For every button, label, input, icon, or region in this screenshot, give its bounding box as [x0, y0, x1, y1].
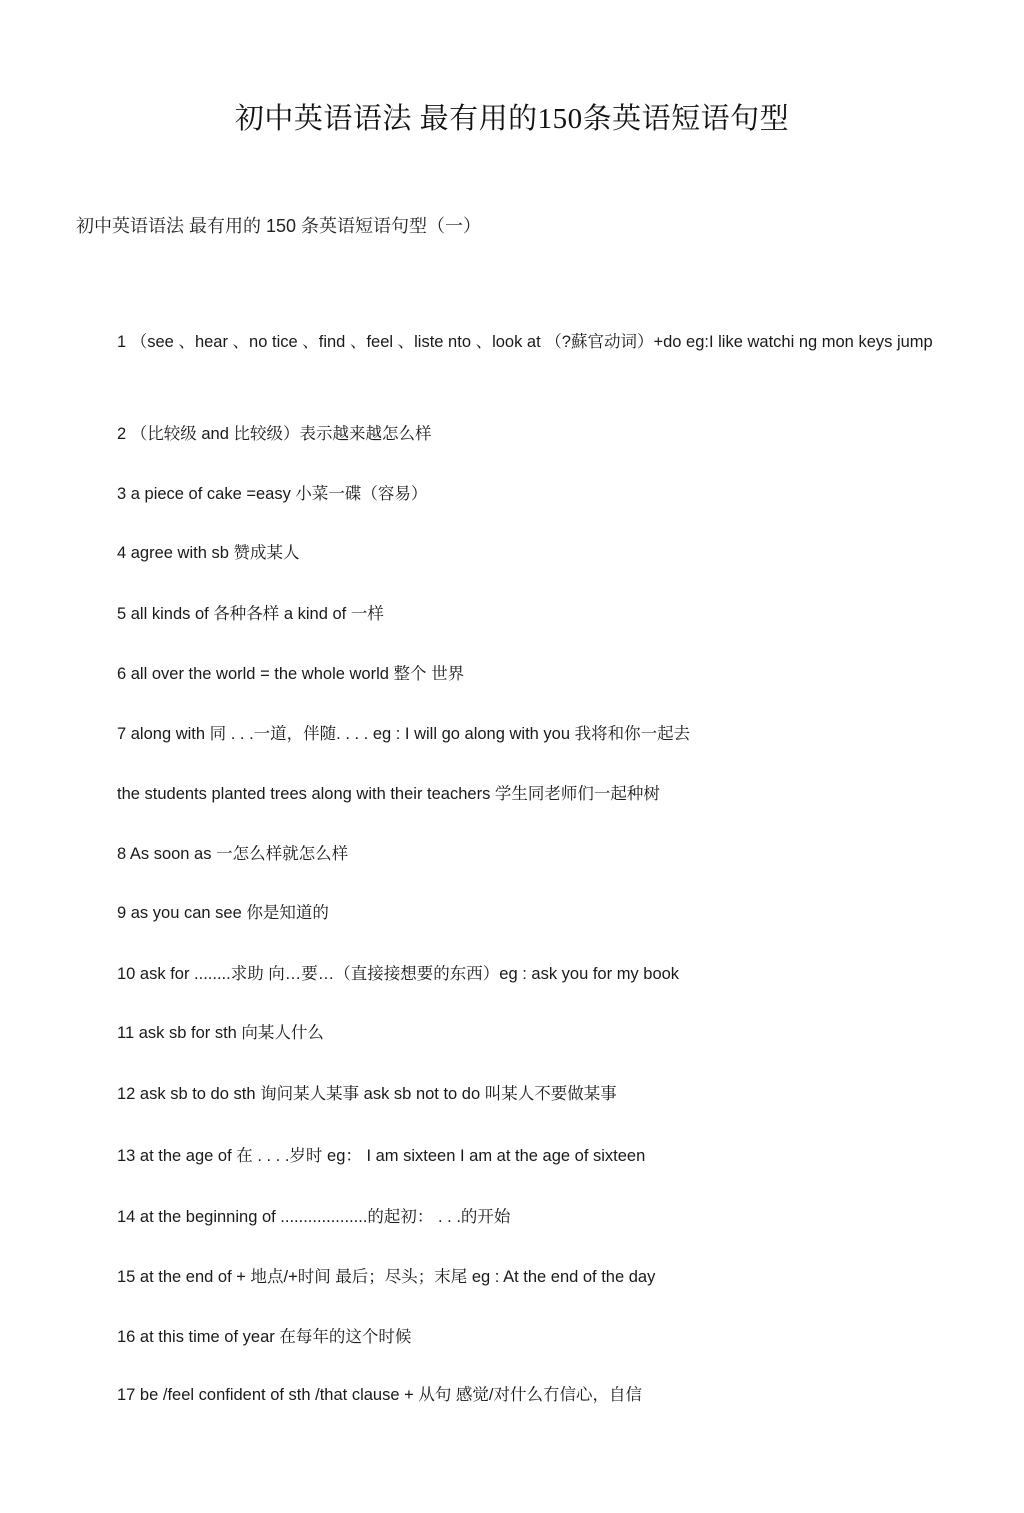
list-item: 9 as you can see 你是知道的 [117, 904, 329, 922]
document-subtitle: 初中英语语法 最有用的 150 条英语短语句型（一） [76, 216, 482, 236]
list-item: 7 along with 同 . . .一道，伴随. . . . eg : I will go along with you 我将和你一起去 [117, 725, 691, 743]
list-item: 13 at the age of 在 . . . .岁时 eg： I am sixteen I am at the age of sixteen [117, 1147, 646, 1165]
list-item: 14 at the beginning of ...................的起初： . . .的开始 [117, 1208, 511, 1226]
list-item: 3 a piece of cake =easy 小菜一碟（容易） [117, 485, 428, 503]
list-item: 15 at the end of + 地点/+时间 最后；尽头；末尾 eg : At the end of the day [117, 1268, 656, 1286]
list-item: the students planted trees along with their teachers 学生同老师们一起种树 [117, 785, 660, 803]
list-item: 16 at this time of year 在每年的这个时候 [117, 1328, 412, 1346]
list-item: 4 agree with sb 赞成某人 [117, 544, 300, 562]
list-item: 8 As soon as 一怎么样就怎么样 [117, 845, 349, 863]
document-title: 初中英语语法 最有用的150条英语短语句型 [234, 103, 790, 135]
list-item: 5 all kinds of 各种各样 a kind of 一样 [117, 605, 384, 623]
list-item: 6 all over the world = the whole world 整个 世界 [117, 665, 465, 683]
list-item: 2 （比较级 and 比较级）表示越来越怎么样 [117, 425, 432, 443]
list-item: 11 ask sb for sth 向某人什么 [117, 1024, 324, 1042]
list-item [76, 327, 956, 357]
list-item: 10 ask for ........求助 向…要…（直接接想要的东西）eg : ask you for my book [117, 965, 680, 983]
list-item-text: 1 （see 、hear 、no tice 、find 、feel 、liste nto 、look at （?蘇官动词）+do eg:I like watchi ng mon keys jump [117, 333, 933, 351]
list-item: 12 ask sb to do sth 询问某人某事 ask sb not to do 叫某人不要做某事 [117, 1085, 617, 1103]
list-item: 17 be /feel confident of sth /that clause + 从句 感觉/对什么冇信心，自信 [117, 1386, 642, 1404]
